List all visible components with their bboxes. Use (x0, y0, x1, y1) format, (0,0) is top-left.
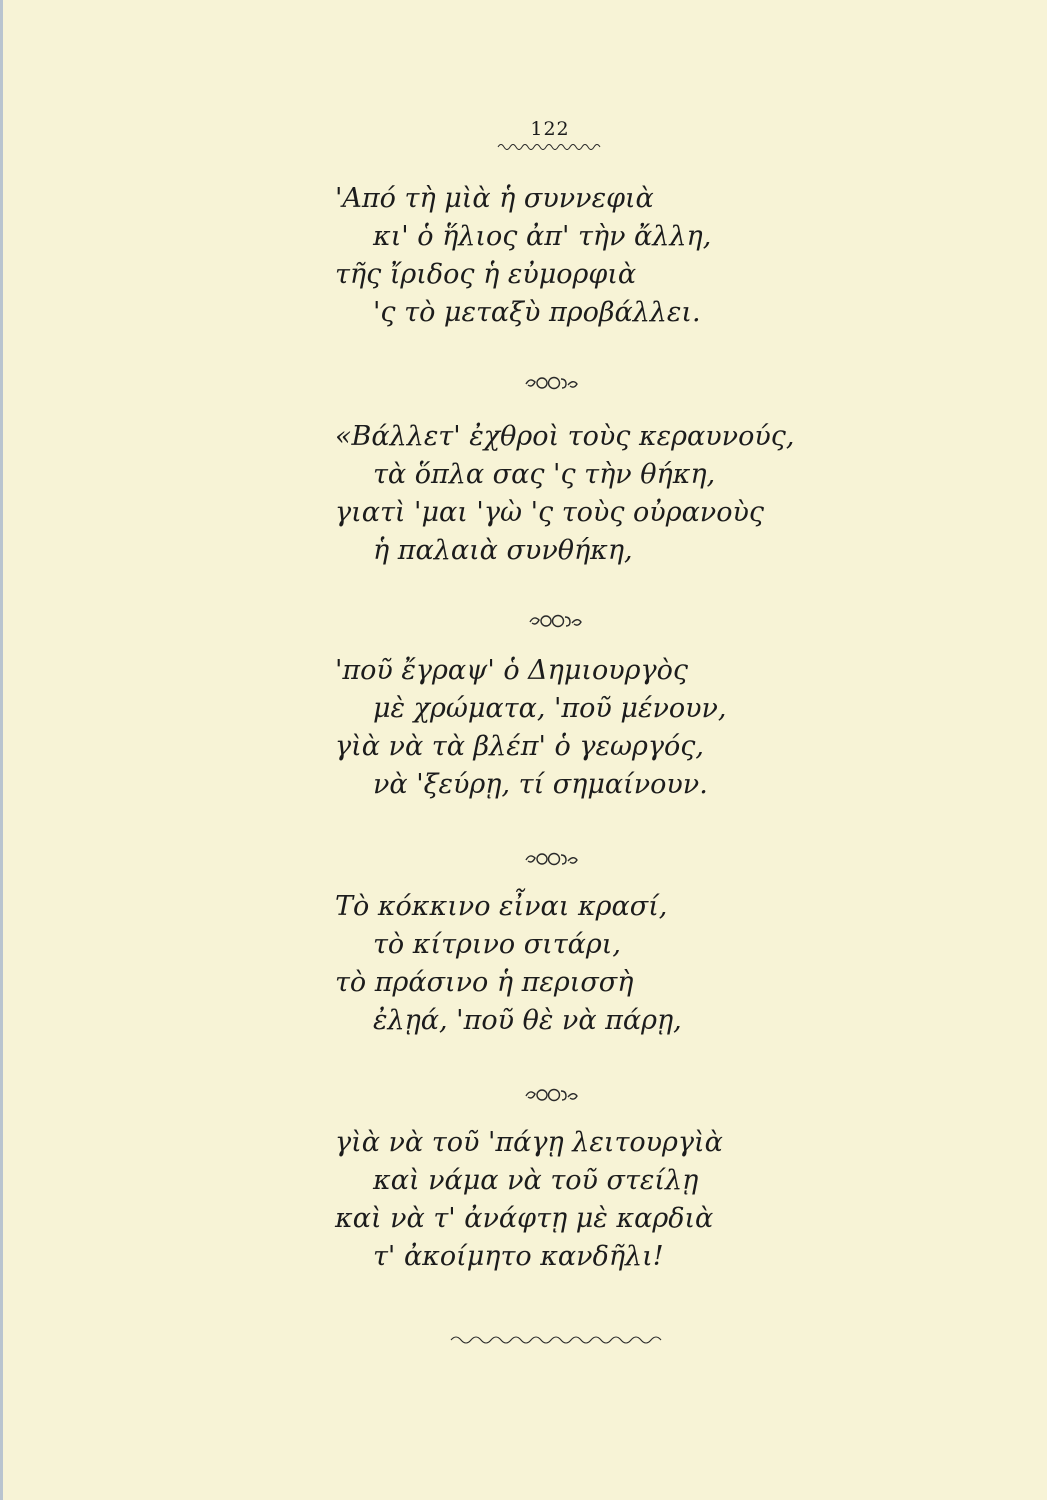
stanza-1 (335, 180, 711, 332)
verse-line: 'ς τὸ μεταξὺ προβάλλει. (373, 297, 701, 328)
verse-line: τῆς ἴριδος ἡ εὐμορφιὰ (335, 259, 637, 290)
stanza-3 (335, 652, 727, 804)
verse-line: μὲ χρώματα, 'ποῦ μένουν, (373, 693, 727, 724)
verse-line: τ' ἀκοίμητο κανδῆλι! (373, 1241, 664, 1272)
stanza-5 (335, 1124, 723, 1276)
page-number: 122 (530, 118, 570, 140)
verse-line: γὶὰ νὰ τὰ βλέπ' ὁ γεωργός, (335, 731, 704, 762)
verse-line: τὰ ὅπλα σας 'ς τὴν θήκη, (373, 459, 716, 490)
stanza-4 (335, 888, 682, 1040)
verse-line: γιατὶ 'μαι 'γὼ 'ς τοὺς οὐρανοὺς (335, 497, 765, 528)
verse-line: κι' ὁ ἥλιος ἀπ' τὴν ἄλλη, (373, 221, 712, 252)
verse-line: τὸ κίτρινο σιτάρι, (373, 929, 621, 960)
ornament-divider (524, 374, 580, 392)
verse-line: «Βάλλετ' ἐχθροὶ τοὺς κεραυνούς, (335, 421, 795, 452)
verse-line: 'ποῦ ἔγραψ' ὁ Δημιουργὸς (335, 655, 689, 686)
verse-line: Τὸ κόκκινο εἶναι κρασί, (335, 891, 668, 922)
ornament-divider (524, 850, 580, 868)
header-wave-rule (497, 141, 603, 151)
verse-line: γὶὰ νὰ τοῦ 'πάγῃ λειτουργὶὰ (335, 1127, 723, 1158)
verse-line: καὶ νάμα νὰ τοῦ στείλῃ (373, 1165, 699, 1196)
verse-line: καὶ νὰ τ' ἀνάφτῃ μὲ καρδιὰ (335, 1203, 714, 1234)
verse-line: ἡ παλαιὰ συνθήκη, (373, 535, 633, 566)
page-edge (0, 0, 3, 1500)
stanza-2 (335, 418, 794, 570)
closing-wave-rule (450, 1333, 670, 1345)
verse-line: τὸ πράσινο ἡ περισσὴ (335, 967, 634, 998)
verse-line: 'Από τὴ μὶὰ ἡ συννεφιὰ (335, 183, 654, 214)
ornament-divider (524, 1086, 580, 1104)
verse-line: νὰ 'ξεύρῃ, τί σημαίνουν. (373, 769, 708, 800)
verse-line: ἐλῃά, 'ποῦ θὲ νὰ πάρῃ, (373, 1005, 682, 1036)
ornament-divider (528, 612, 584, 630)
